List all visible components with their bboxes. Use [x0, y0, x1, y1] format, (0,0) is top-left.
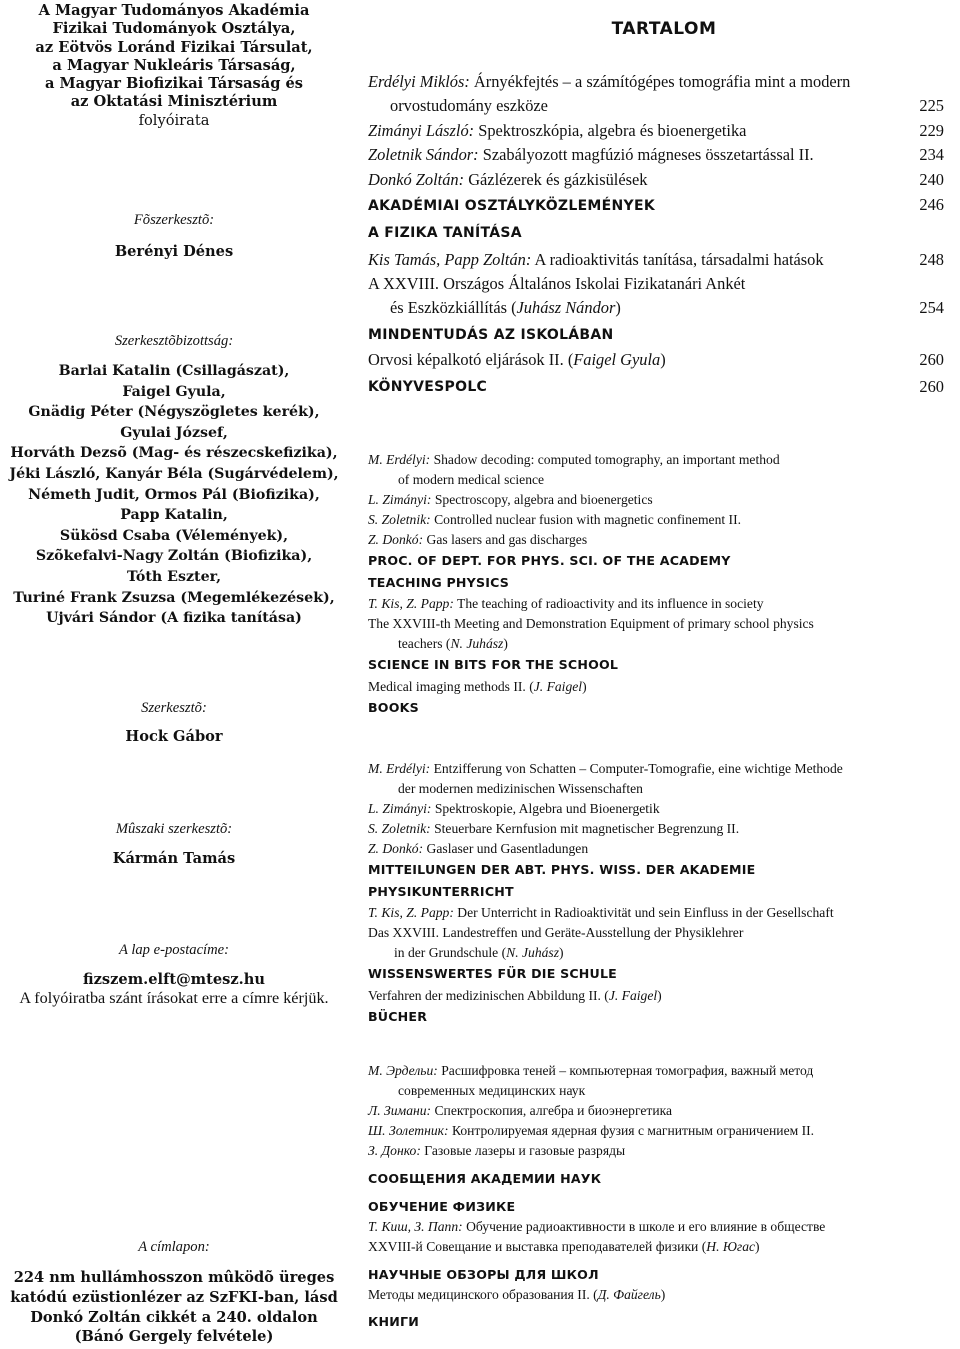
- contents-title: TARTALOM: [611, 19, 717, 39]
- cover-caption-line: (Bánó Gergely felvétele): [74, 1328, 274, 1346]
- entry-page: 254: [919, 298, 944, 318]
- entry-title: The teaching of radioactivity and its influence in society: [457, 596, 764, 611]
- toc-entry-ru: [368, 1285, 960, 1305]
- toc-entry-de: [368, 986, 960, 1006]
- entry-author: L. Zimányi:: [368, 801, 432, 816]
- toc-entry-ru: [368, 1237, 960, 1257]
- entry-author: Erdélyi Miklós:: [368, 72, 470, 91]
- entry-page: 225: [919, 96, 944, 116]
- section-heading: BOOKS: [368, 700, 419, 715]
- entry-author: T. Kis, Z. Papp:: [368, 596, 454, 611]
- entry-title: ): [660, 350, 666, 369]
- entry-title: ): [615, 298, 621, 318]
- board-member: Barlai Katalin (Csillagászat),: [58, 363, 290, 379]
- masthead-line: a Magyar Nukleáris Társaság,: [52, 56, 296, 74]
- toc-entry-de: [368, 759, 960, 799]
- entry-author: Zoletnik Sándor:: [368, 145, 479, 164]
- entry-author: J. Faigel: [533, 679, 583, 694]
- toc-entry-en: [368, 530, 960, 550]
- entry-title: és Eszközkiállítás (: [390, 298, 517, 318]
- board-member: Sükösd Csaba (Vélemények),: [59, 527, 289, 544]
- email-label: A lap e-postacíme:: [119, 942, 229, 958]
- section-heading: НАУЧНЫЕ ОБЗОРЫ ДЛЯ ШКОЛ: [368, 1267, 599, 1282]
- cover-label: A címlapon:: [138, 1239, 210, 1255]
- entry-title: teachers (: [398, 635, 451, 651]
- section-heading: СООБЩЕНИЯ АКАДЕМИИ НАУК: [368, 1171, 602, 1186]
- entry-title: ): [559, 944, 564, 960]
- masthead-line: az Oktatási Minisztérium: [70, 93, 278, 111]
- board-member: Papp Katalin,: [120, 507, 228, 524]
- entry-page: 240: [919, 170, 944, 189]
- board-member: Németh Judit, Ormos Pál (Biofizika),: [28, 486, 320, 503]
- email-address[interactable]: fizszem.elft@mtesz.hu: [83, 971, 265, 988]
- toc-entry-en: [368, 510, 960, 530]
- section-heading: PROC. OF DEPT. FOR PHYS. SCI. OF THE ACADEMY: [368, 553, 731, 568]
- entry-title: in der Grundschule (: [394, 944, 507, 960]
- board-member: Gyulai József,: [120, 424, 228, 441]
- toc-entry-en: [368, 594, 960, 614]
- entry-author: Т. Киш, З. Папп:: [368, 1219, 463, 1234]
- entry-author: T. Kis, Z. Papp:: [368, 905, 454, 920]
- entry-title-continued: [368, 296, 944, 320]
- entry-title: Shadow decoding: computed tomography, an important method: [433, 452, 780, 467]
- entry-title: Методы медицинского образования II. (: [368, 1287, 598, 1302]
- entry-title-continued: современных медицинских наук: [398, 1082, 586, 1098]
- entry-author: Kis Tamás, Papp Zoltán:: [368, 250, 532, 269]
- entry-title: Spektroskopie, Algebra und Bioenergetik: [434, 801, 660, 816]
- entry-author: Zimányi László:: [368, 121, 475, 140]
- section-heading: ОБУЧЕНИЕ ФИЗИКЕ: [368, 1199, 516, 1214]
- entry-title: Szabályozott magfúzió mágneses összetartással II.: [482, 145, 814, 164]
- entry-author: Faigel Gyula: [573, 350, 661, 369]
- email-note: A folyóiratba szánt írásokat erre a címre kérjük.: [19, 989, 329, 1007]
- entry-title: Controlled nuclear fusion with magnetic confinement II.: [434, 512, 741, 527]
- entry-title: Gázlézerek és gázkisülések: [468, 170, 648, 189]
- entry-title: Árnyékfejtés – a számítógépes tomográfia mint a modern: [473, 72, 851, 91]
- section-page: 246: [919, 195, 944, 214]
- board-member: Faigel Gyula,: [122, 383, 226, 400]
- entry-title: A XXVIII. Országos Általános Iskolai Fizikatanári Ankét: [368, 274, 746, 293]
- toc-entry-ru: [368, 1141, 960, 1161]
- entry-title: Gaslaser und Gasentladungen: [426, 841, 589, 856]
- masthead-line: Fizikai Tudományok Osztálya,: [52, 20, 296, 38]
- entry-title: Контролируемая ядерная фузия с магнитным ограничением II.: [451, 1123, 815, 1138]
- entry-title-continued: orvostudomány eszköze: [390, 96, 548, 116]
- entry-title: The XXVIII-th Meeting and Demonstration Equipment of primary school physics: [368, 616, 814, 631]
- masthead-line: folyóirata: [138, 111, 210, 129]
- cover-caption-line: 224 nm hullámhosszon mûködõ üreges: [13, 1269, 335, 1286]
- toc-entry-hu[interactable]: [368, 348, 944, 372]
- toc-entry-de: [368, 903, 960, 923]
- section-heading: MITTEILUNGEN DER ABT. PHYS. WISS. DER AKADEMIE: [368, 862, 756, 877]
- entry-page: 248: [919, 250, 944, 269]
- entry-author: Donkó Zoltán:: [368, 170, 465, 189]
- entry-title: Газовые лазеры и газовые разряды: [424, 1143, 626, 1158]
- entry-title: Steuerbare Kernfusion mit magnetischer Begrenzung II.: [434, 821, 740, 836]
- section-heading: A FIZIKA TANÍTÁSA: [368, 225, 522, 241]
- section-heading: SCIENCE IN BITS FOR THE SCHOOL: [368, 657, 619, 672]
- section-heading: KÖNYVESPOLC: [368, 379, 488, 395]
- board-member: Ujvári Sándor (A fizika tanítása): [46, 610, 302, 627]
- entry-author: S. Zoletnik:: [368, 821, 431, 836]
- entry-page: 229: [919, 121, 944, 140]
- entry-title: Das XXVIII. Landestreffen und Geräte-Ausstellung der Physiklehrer: [368, 925, 744, 940]
- toc-entry-hu[interactable]: [368, 119, 944, 143]
- entry-author: М. Эрдельи:: [368, 1063, 438, 1078]
- entry-title: A radioaktivitás tanítása, társadalmi hatások: [534, 250, 824, 269]
- entry-title: ): [503, 635, 508, 651]
- cover-caption: [0, 1268, 348, 1347]
- entry-author: Л. Зимани:: [368, 1103, 432, 1118]
- section-heading: BÜCHER: [368, 1009, 428, 1024]
- section-heading: TEACHING PHYSICS: [368, 575, 510, 590]
- toc-entry-en: [368, 450, 960, 490]
- tech-editor-name: Kármán Tamás: [112, 850, 236, 867]
- section-page: 260: [919, 377, 944, 396]
- toc-entry-de: [368, 839, 960, 859]
- entry-title-continued: [368, 634, 960, 654]
- entry-author: Н. Югас: [706, 1239, 756, 1254]
- entry-author: Z. Donkó:: [368, 532, 424, 547]
- toc-entry-hu[interactable]: [368, 248, 944, 272]
- editor-name: Hock Gábor: [125, 728, 223, 745]
- toc-entry-en: [368, 677, 960, 697]
- entry-title: Расшифровка теней – компьютерная томография, важный метод: [441, 1063, 814, 1078]
- entry-title: ): [657, 988, 662, 1003]
- section-heading: WISSENSWERTES FÜR DIE SCHULE: [368, 966, 617, 981]
- masthead: [0, 2, 348, 130]
- editor-in-chief-label: Fõszerkesztõ:: [133, 212, 215, 228]
- editor-label: Szerkesztõ:: [141, 700, 207, 716]
- entry-title: Der Unterricht in Radioaktivität und sein Einfluss in der Gesellschaft: [457, 905, 834, 920]
- entry-author: Д. Файгель: [597, 1287, 661, 1302]
- cover-caption-line: Donkó Zoltán cikkét a 240. oldalon: [30, 1308, 318, 1326]
- entry-title-continued: der modernen medizinischen Wissenschaften: [398, 780, 643, 796]
- entry-title-continued: [368, 943, 960, 963]
- section-heading: AKADÉMIAI OSZTÁLYKÖZLEMÉNYEK: [368, 198, 655, 214]
- entry-title: ): [660, 1287, 666, 1302]
- board-member: Gnädig Péter (Négyszögletes kerék),: [28, 404, 320, 421]
- tech-editor-label: Mûszaki szerkesztõ:: [115, 821, 233, 837]
- toc-entry-hu[interactable]: [368, 70, 944, 119]
- masthead-column: [0, 0, 348, 1349]
- entry-title: XXVIII-й Совещание и выставка преподавателей физики (: [368, 1239, 707, 1254]
- board-member: Turiné Frank Zsuzsa (Megemlékezések),: [13, 589, 335, 606]
- entry-page: 260: [919, 350, 944, 369]
- toc-entry-hu[interactable]: [368, 168, 944, 192]
- toc-entry-ru: [368, 1121, 960, 1141]
- toc-entry-en: [368, 490, 960, 510]
- toc-entry-en: [368, 614, 960, 654]
- masthead-line: a Magyar Biofizikai Társaság és: [44, 75, 304, 93]
- toc-entry-ru: [368, 1101, 960, 1121]
- section-heading: PHYSIKUNTERRICHT: [368, 884, 514, 899]
- entry-author: N. Juhász: [506, 944, 559, 960]
- cover-caption-line: katódú ezüstionlézer az SzFKI-ban, lásd: [10, 1288, 338, 1306]
- entry-title: Spectroscopy, algebra and bioenergetics: [434, 492, 653, 507]
- entry-title: Orvosi képalkotó eljárások II. (: [368, 350, 574, 369]
- entry-author: S. Zoletnik:: [368, 512, 431, 527]
- board-member: Horváth Dezsõ (Mag- és részecskefizika),: [10, 445, 338, 462]
- editorial-board-list: [0, 361, 348, 629]
- entry-title: Entzifferung von Schatten – Computer-Tomografie, eine wichtige Methode: [433, 761, 843, 776]
- entry-title: Medical imaging methods II. (: [368, 679, 534, 694]
- entry-title: ): [582, 679, 587, 694]
- entry-author: З. Донко:: [368, 1143, 421, 1158]
- entry-author: M. Erdélyi:: [368, 761, 431, 776]
- entry-author: J. Faigel: [608, 988, 658, 1003]
- entry-author: M. Erdélyi:: [368, 452, 431, 467]
- entry-title: Обучение радиоактивности в школе и его влияние в обществе: [466, 1219, 826, 1234]
- toc-entry-de: [368, 799, 960, 819]
- entry-author: Z. Donkó:: [368, 841, 424, 856]
- board-member: Jéki László, Kanyár Béla (Sugárvédelem),: [9, 465, 339, 482]
- toc-entry-hu[interactable]: [368, 272, 944, 321]
- entry-title: Gas lasers and gas discharges: [426, 532, 588, 547]
- toc-entry-hu[interactable]: [368, 143, 944, 167]
- contents-column: [368, 0, 960, 1349]
- toc-entry-de: [368, 923, 960, 963]
- section-heading: MINDENTUDÁS AZ ISKOLÁBAN: [368, 327, 614, 343]
- entry-author: N. Juhász: [450, 635, 504, 651]
- board-member: Szõkefalvi-Nagy Zoltán (Biofizika),: [35, 548, 313, 565]
- entry-title: Spektroszkópia, algebra és bioenergetika: [478, 121, 747, 140]
- entry-title-continued: of modern medical science: [398, 471, 545, 487]
- entry-author: Juhász Nándor: [516, 298, 616, 318]
- entry-author: Ш. Золетник:: [368, 1123, 449, 1138]
- board-label: Szerkesztõbizottság:: [114, 333, 234, 349]
- entry-page: 234: [919, 145, 944, 164]
- board-member: Tóth Eszter,: [126, 568, 222, 585]
- entry-title: ): [755, 1239, 760, 1254]
- toc-entry-ru: [368, 1217, 960, 1237]
- entry-author: L. Zimányi:: [368, 492, 432, 507]
- masthead-line: A Magyar Tudományos Akadémia: [38, 2, 310, 19]
- toc-entry-ru: [368, 1061, 960, 1101]
- toc-entry-de: [368, 819, 960, 839]
- entry-title: Verfahren der medizinischen Abbildung II. (: [368, 988, 609, 1003]
- section-heading: КНИГИ: [368, 1314, 419, 1329]
- masthead-line: az Eötvös Loránd Fizikai Társulat,: [35, 38, 313, 56]
- entry-title: Спектроскопия, алгебра и биоэнергетика: [434, 1103, 673, 1118]
- editor-in-chief-name: Berényi Dénes: [114, 243, 234, 260]
